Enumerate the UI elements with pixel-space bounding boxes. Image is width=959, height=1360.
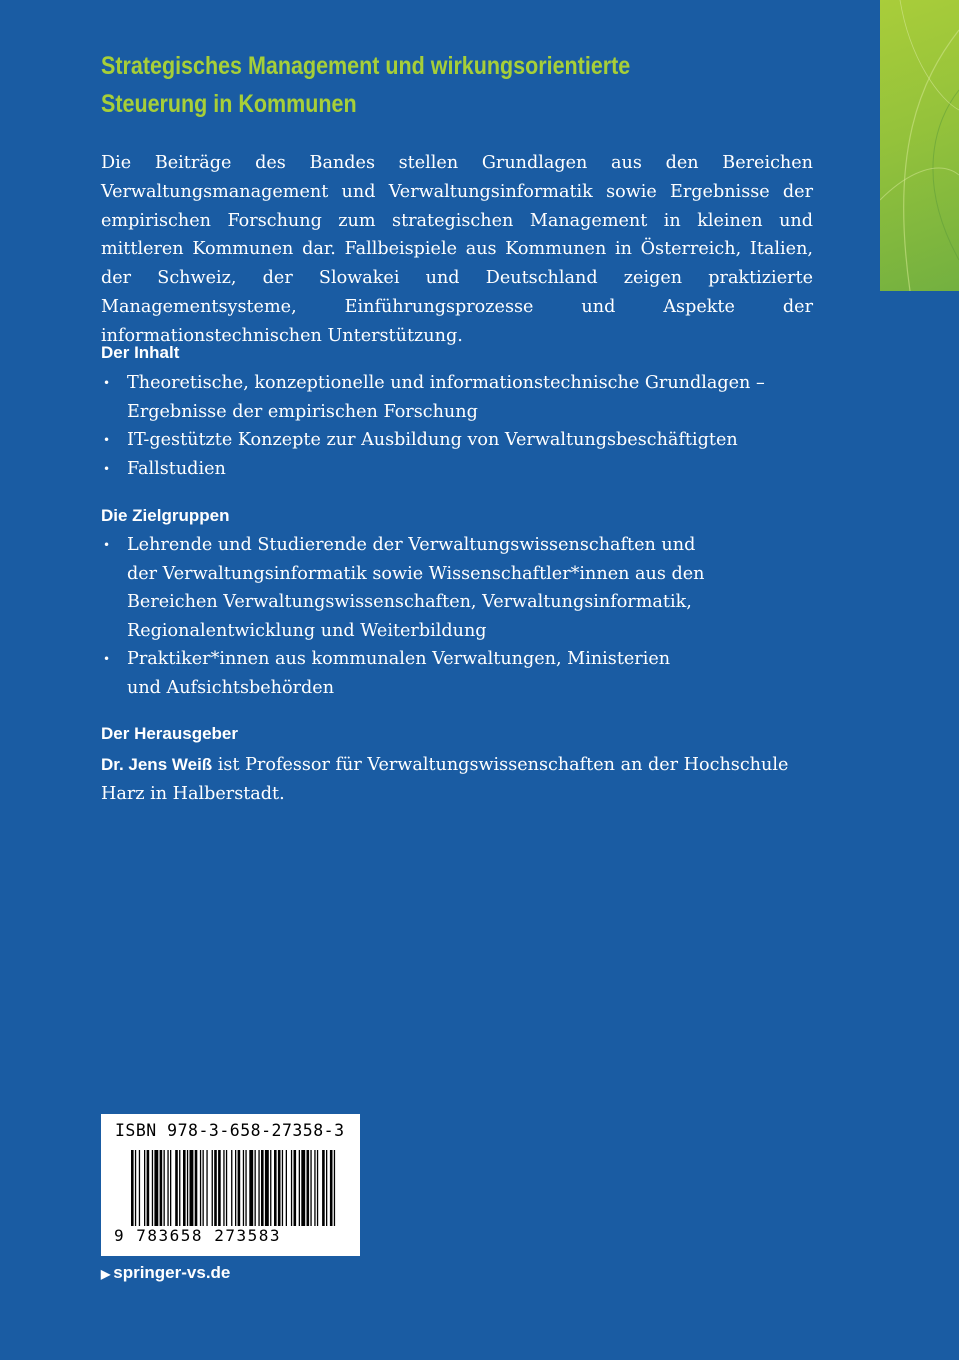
barcode-bar [190,1150,194,1226]
barcode-bar [291,1150,292,1226]
list-item-line: Lehrende und Studierende der Verwaltungswissenschaften und [127,535,696,555]
barcode-bar [261,1150,264,1226]
barcode-bar [195,1150,198,1226]
list-item-line: der Verwaltungsinformatik sowie Wissenschaftler*innen aus den [127,563,705,584]
barcode-bar [223,1150,224,1226]
barcode-bar [235,1150,236,1226]
publisher-url[interactable] [101,1263,230,1283]
barcode-bar [322,1150,325,1226]
barcode-bar [265,1150,269,1226]
barcode-bar [307,1150,310,1226]
editor-bio-text: ist Professor für Verwaltungswissenschaften an der Hochschule [212,755,789,775]
barcode-bar [175,1150,178,1226]
barcode-bar [226,1150,227,1226]
barcode-bar [147,1150,150,1226]
barcode-bar [139,1150,140,1226]
barcode-bar [249,1150,253,1226]
list-item [101,455,821,484]
bullet-icon: • [103,376,111,390]
isbn-barcode [101,1114,360,1256]
decorative-corner-graphic [880,0,959,291]
swirl-decoration-icon [880,0,959,291]
barcode-bar [282,1150,283,1226]
editor-bio [101,750,841,809]
editor-bio-text-2: Harz in Halberstadt. [101,784,285,804]
list-item-line: Ergebnisse der empirischen Forschung [127,401,478,422]
bullet-icon: • [103,433,111,448]
barcode-bar [203,1150,204,1226]
audience-heading: Die Zielgruppen [101,506,230,525]
barcode-bar [187,1150,188,1226]
barcode-bar [278,1150,281,1226]
contents-heading: Der Inhalt [101,343,180,362]
barcode-bar [179,1150,180,1226]
list-item-line: Regionalentwicklung und Weiterbildung [127,620,487,641]
editor-heading: Der Herausgeber [101,724,239,743]
barcode-bar [314,1150,315,1226]
barcode-bar [270,1150,271,1226]
barcode-bar [183,1150,186,1226]
barcode-bar [310,1150,311,1226]
list-item [101,369,821,426]
contents-list [101,369,821,483]
ean-digits: 9 783658 273583 [114,1226,281,1245]
barcode-bar [255,1150,256,1226]
list-item-line: Theoretische, konzeptionelle und informationstechnische Grundlagen – [127,373,765,393]
barcode-bar [330,1150,333,1226]
editor-name: Dr. Jens Weiß [101,755,213,774]
list-item-line: IT-gestützte Konzepte zur Ausbildung von Verwaltungsbeschäftigten [127,430,738,451]
barcode-bar [200,1150,201,1226]
play-arrow-icon: ▶ [101,1267,111,1281]
list-item [101,531,821,645]
bullet-icon: • [103,652,111,667]
publisher-url-text: springer-vs.de [113,1263,231,1282]
barcode-bar [167,1150,168,1226]
list-item [101,645,821,702]
barcode-bar [170,1150,171,1226]
barcode-bars [131,1150,337,1230]
barcode-bar [258,1150,259,1226]
barcode-bar [218,1150,221,1226]
barcode-bar [154,1150,158,1226]
barcode-bar [274,1150,277,1226]
list-item-line: und Aufsichtsbehörden [127,677,335,698]
title-line-2: Steuerung in Kommunen [101,90,357,118]
bullet-icon: • [103,461,111,476]
barcode-bar [334,1150,335,1226]
barcode-bar [326,1150,327,1226]
barcode-bar [294,1150,297,1226]
isbn-label: ISBN 978-3-658-27358-3 [115,1121,345,1140]
bullet-icon: • [103,538,111,552]
barcode-bar [301,1150,305,1226]
barcode-bar [238,1150,241,1226]
barcode-bar [144,1150,145,1226]
barcode-bar [299,1150,300,1226]
list-item [101,426,821,455]
list-item-line: Fallstudien [127,458,226,479]
barcode-bar [135,1150,136,1226]
book-title [101,47,755,123]
audience-list [101,531,821,703]
barcode-bar [214,1150,217,1226]
barcode-bar [206,1150,207,1226]
list-item-line: Praktiker*innen aus kommunalen Verwaltungen, Ministerien [127,649,671,670]
barcode-bar [212,1150,213,1226]
barcode-bar [245,1150,246,1226]
barcode-bar [152,1150,153,1226]
barcode-bar [164,1150,165,1226]
title-line-1: Strategisches Management und wirkungsorientierte [101,52,631,80]
barcode-bar [160,1150,163,1226]
barcode-bar [243,1150,244,1226]
barcode-bar [286,1150,287,1226]
barcode-bar [131,1150,134,1226]
intro-paragraph: Die Beiträge des Bandes stellen Grundlagen aus den Bereichen Verwaltungsmanagement und Verwaltungsinformatik sowie Ergebnisse der empirischen Forschung zum strategischen Management in kleinen und mittleren Kommunen dar. Fallbeispiele aus Kommunen in Österreich, Italien, der Schweiz, der Slowakei und Deutschland zeigen praktizierte Managementsysteme, Einführungsprozesse und Aspekte der informationstechnischen Unterstützung. [101,153,813,346]
barcode-bar [317,1150,318,1226]
list-item-line: Bereichen Verwaltungswissenschaften, Verwaltungsinformatik, [127,592,692,613]
barcode-bar [231,1150,232,1226]
